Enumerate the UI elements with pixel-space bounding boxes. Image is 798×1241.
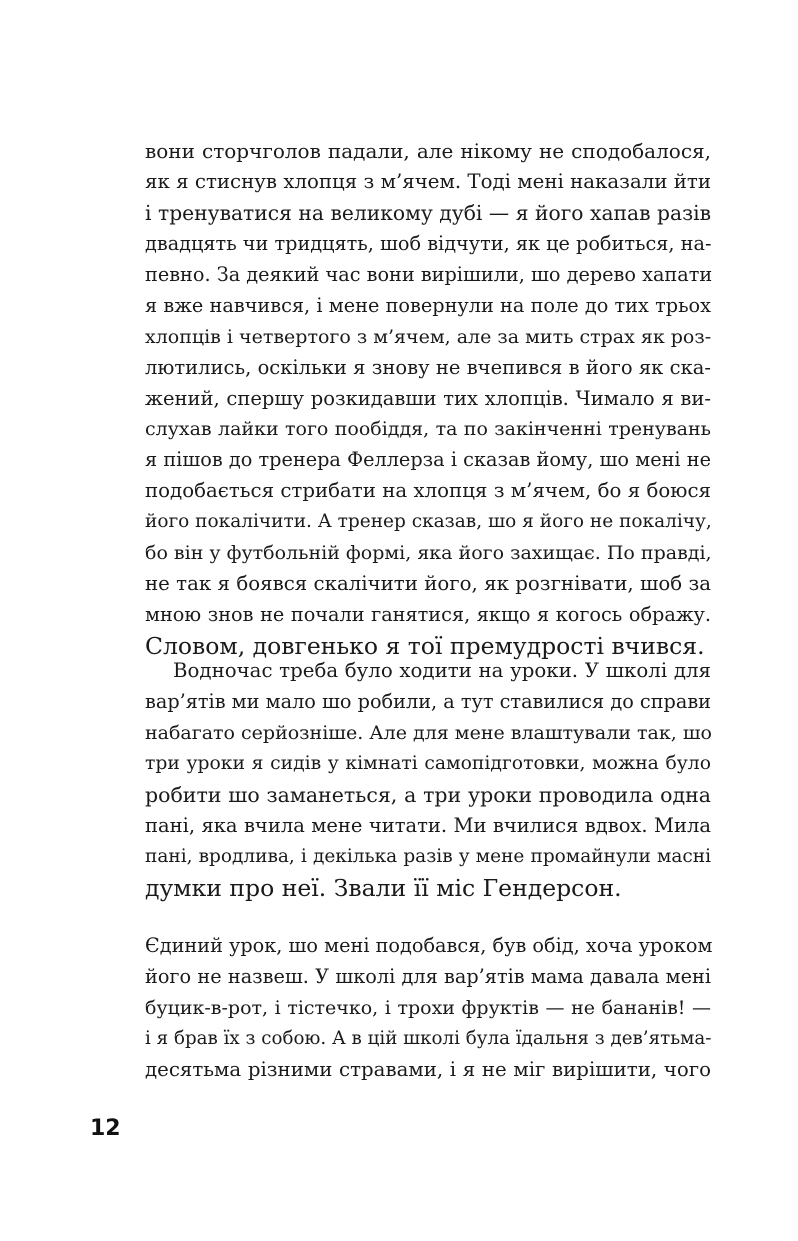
text-line: пані, вродлива, і декілька разів у мене промайнули масні [145, 845, 711, 867]
paragraph-2 [145, 656, 711, 904]
text-line: пані, яка вчила мене читати. Ми вчилися вдвох. Мила [145, 813, 711, 837]
text-line: лютились, оскільки я знову не вчепився в його як ска- [145, 355, 711, 379]
text-line: хлопців і четвертого з м’ячем, але за мить страх як роз- [145, 325, 712, 348]
text-line: вони сторчголов падали, але нікому не сподобалося, [145, 139, 711, 163]
text-line: його не назвеш. У школі для вар’ятів мама давала мені [145, 964, 711, 988]
text-line: бо він у футбольній формі, яка його захищає. По правді, [145, 542, 712, 565]
text-line: жений, спершу розкидавши тих хлопців. Чимало я ви- [145, 386, 711, 410]
text-line: вар’ятів ми мало шо робили, а тут ставилися до справи [145, 689, 711, 713]
text-line: і тренуватися на великому дубі — я його хапав разів [145, 200, 711, 225]
page-number: 12 [90, 1116, 121, 1141]
text-line: і я брав їх з собою. А в цій школі була їдальня з дев’ятьма- [145, 1027, 712, 1049]
text-line: я вже навчився, і мене повернули на поле до тих трьох [145, 293, 711, 317]
text-line: робити шо заманеться, а три уроки проводила одна [145, 782, 711, 807]
text-line: слухав лайки того пообіддя, та по закінченні тренувань [145, 418, 711, 441]
text-line: Єдиний урок, шо мені подобався, був обід, хоча уроком [145, 934, 713, 957]
text-line: його покалічити. А тренер сказав, шо я його не покалічу, [145, 511, 712, 533]
paragraph-1 [145, 136, 711, 662]
text-line: двадцять чи тридцять, шоб відчути, як це робиться, на- [145, 231, 712, 255]
text-line: як я стиснув хлопця з м’ячем. Тоді мені наказали йти [145, 169, 711, 193]
text-line: не так я боявся скалічити його, як розгнівати, шоб за [145, 572, 711, 596]
text-line: три уроки я сидів у кімнаті самопідготовки, можна було [145, 752, 711, 774]
text-line: думки про неї. Звали її міс Гендерсон. [145, 873, 622, 902]
text-line: набагато серйозніше. Але для мене влаштували так, шо [145, 721, 712, 744]
text-line: десятьма різними стравами, і я не міг вирішити, чого [145, 1057, 711, 1081]
text-line: Водночас треба було ходити на уроки. У школі для [173, 659, 711, 682]
text-line: буцик-в-рот, і тістечко, і трохи фруктів — не бананів! — [145, 996, 711, 1019]
text-line: певно. За деякий час вони вирішили, шо дерево хапати [145, 262, 713, 286]
text-line: я пішов до тренера Феллерза і сказав йому, шо мені не [145, 448, 711, 472]
paragraph-3 [145, 931, 711, 1086]
text-line: Словом, довгенько я тої премудрості вчився. [145, 632, 705, 660]
text-line: мною знов не почали ганятися, якщо я когось ображу. [145, 603, 711, 627]
text-line: подобається стрибати на хлопця з м’ячем, бо я боюся [145, 479, 711, 503]
